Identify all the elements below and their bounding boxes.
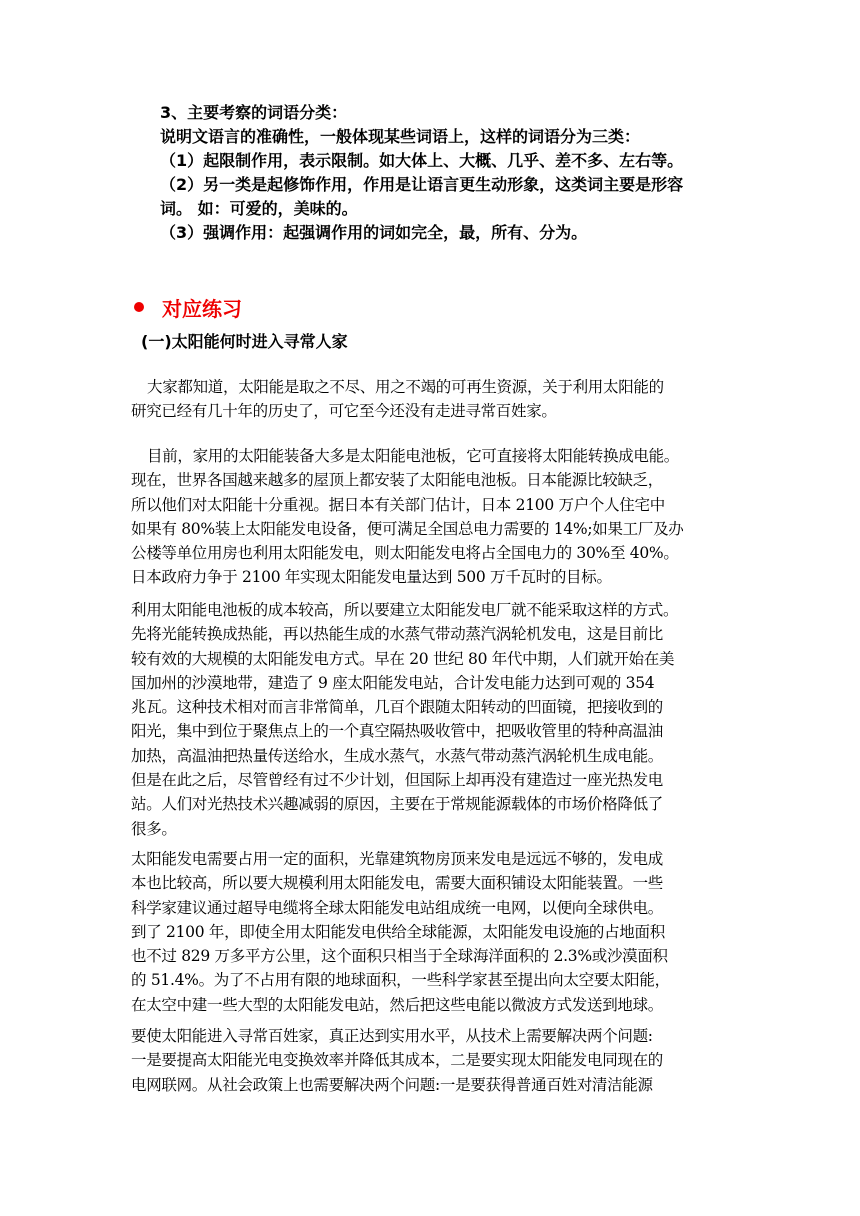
- paragraph-line: 如果有 80%装上太阳能发电设备，便可满足全国总电力需要的 14%;如果工厂及办: [131, 519, 684, 538]
- paragraph-line: 所以他们对太阳能十分重视。据日本有关部门估计，日本 2100 万户个人住宅中: [131, 495, 665, 514]
- paragraph-line: 兆瓦。这种技术相对而言非常简单，几百个跟随太阳转动的凹面镜，把接收到的: [131, 698, 664, 717]
- paragraph-line: 日本政府力争于 2100 年实现太阳能发电量达到 500 万千瓦时的目标。: [131, 568, 612, 587]
- paragraph-line: 的 51.4%。为了不占用有限的地球面积，一些科学家甚至提出向太空要太阳能，: [131, 971, 670, 990]
- paragraph-line: 目前，家用的太阳能装备大多是太阳能电池板，它可直接将太阳能转换成电能。: [147, 447, 680, 465]
- paragraph-line: 国加州的沙漠地带，建造了 9 座太阳能发电站，合计发电能力达到可观的 354: [131, 673, 655, 692]
- paragraph-3: [131, 598, 731, 841]
- vocabulary-summary: [160, 101, 760, 245]
- paragraph-line: 电网联网。从社会政策上也需要解决两个问题:一是要获得普通百姓对清洁能源: [131, 1075, 653, 1094]
- paragraph-line: 大家都知道，太阳能是取之不尽、用之不竭的可再生资源，关于利用太阳能的: [147, 378, 664, 396]
- article-title: (一)太阳能何时进入寻常人家: [141, 332, 348, 351]
- paragraph-line: 也不过 829 万多平方公里，这个面积只相当于全球海洋面积的 2.3%或沙漠面积: [131, 947, 668, 966]
- paragraph-line: 现在，世界各国越来越多的屋顶上都安装了太阳能电池板。日本能源比较缺乏，: [131, 471, 664, 490]
- paragraph-line: 到了 2100 年，即使全用太阳能发电供给全球能源，太阳能发电设施的占地面积: [131, 922, 665, 941]
- paragraph-line: 一是要提高太阳能光电变换效率并降低其成本，二是要实现太阳能发电同现在的: [131, 1051, 664, 1070]
- paragraph-line: 站。人们对光热技术兴趣减弱的原因，主要在于常规能源载体的市场价格降低了: [131, 795, 664, 814]
- paragraph-line: 要使太阳能进入寻常百姓家，真正达到实用水平，从技术上需要解决两个问题:: [131, 1027, 653, 1045]
- section-heading-text: 对应练习: [162, 296, 242, 321]
- paragraph-5: [131, 1024, 731, 1097]
- summary-title: 3、主要考察的词语分类：: [160, 103, 348, 122]
- paragraph-line: 本也比较高，所以要大规模利用太阳能发电，需要大面积铺设太阳能装置。一些: [131, 874, 664, 893]
- paragraph-2: [131, 444, 731, 590]
- paragraph-line: 但是在此之后，尽管曾经有过不少计划，但国际上却再没有建造过一座光热发电: [131, 771, 664, 790]
- summary-item-2-line-2: 词。 如：可爱的，美味的。: [160, 199, 358, 218]
- summary-item-1: （1）起限制作用，表示限制。如大体上、大概、几乎、差不多、左右等。: [160, 151, 684, 170]
- summary-lead: 说明文语言的准确性，一般体现某些词语上，这样的词语分为三类：: [160, 127, 641, 146]
- summary-item-3: （3）强调作用：起强调作用的词如完全，最，所有、分为。: [160, 223, 588, 242]
- paragraph-4: [131, 847, 731, 1017]
- paragraph-line: 在太空中建一些大型的太阳能发电站，然后把这些电能以微波方式发送到地球。: [131, 995, 664, 1014]
- paragraph-line: 阳光，集中到位于聚焦点上的一个真空隔热吸收管中，把吸收管里的特种高温油: [131, 722, 664, 741]
- paragraph-line: 利用太阳能电池板的成本较高，所以要建立太阳能发电厂就不能采取这样的方式。: [131, 601, 679, 619]
- paragraph-line: 很多。: [131, 819, 177, 838]
- paragraph-line: 科学家建议通过超导电缆将全球太阳能发电站组成统一电网，以便向全球供电。: [131, 898, 664, 917]
- paragraph-1: [131, 375, 731, 424]
- section-heading: [134, 291, 242, 323]
- paragraph-line: 加热，高温油把热量传送给水，生成水蒸气，水蒸气带动蒸汽涡轮机生成电能。: [131, 746, 664, 765]
- red-bullet-icon: [134, 302, 144, 312]
- paragraph-line: 较有效的大规模的太阳能发电方式。早在 20 世纪 80 年代中期，人们就开始在美: [131, 649, 675, 668]
- paragraph-line: 公楼等单位用房也利用太阳能发电，则太阳能发电将占全国电力的 30%至 40%。: [131, 544, 679, 563]
- paragraph-line: 先将光能转换成热能，再以热能生成的水蒸气带动蒸汽涡轮机发电，这是目前比: [131, 625, 664, 644]
- paragraph-line: 太阳能发电需要占用一定的面积，光靠建筑物房顶来发电是远远不够的，发电成: [131, 850, 664, 868]
- paragraph-line: 研究已经有几十年的历史了，可它至今还没有走进寻常百姓家。: [131, 402, 557, 421]
- summary-item-2-line-1: （2）另一类是起修饰作用，作用是让语言更生动形象，这类词主要是形容: [160, 175, 684, 194]
